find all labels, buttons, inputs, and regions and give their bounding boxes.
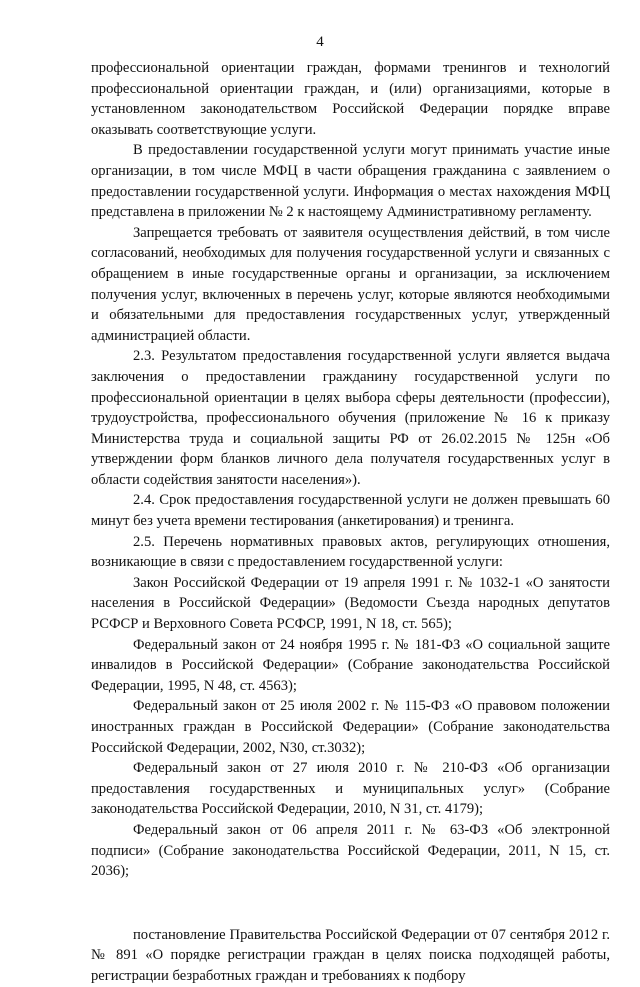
- document-body: [91, 58, 610, 987]
- paragraph-law-115-fz: Федеральный закон от 25 июля 2002 г. № 115-ФЗ «О правовом положении иностранных граждан в Российской Федерации» (Собрание законодательства Российской Федерации, 2002, N30, ст.3032);: [91, 698, 610, 756]
- page-number: 4: [316, 34, 324, 50]
- paragraph-prohibition: Запрещается требовать от заявителя осуществления действий, в том числе согласований, необходимых для получения государственной услуги и связанных с обращением в иные государственные органы и организации, за исключением получения услуг, включенных в перечень услуг, которые являются необходимыми и обязательными для предоставления государственных услуг, утвержденный администрацией области.: [91, 224, 610, 344]
- paragraph-law-1032-1: Закон Российской Федерации от 19 апреля 1991 г. № 1032-1 «О занятости населения в Российской Федерации» (Ведомости Съезда народных депутатов РСФСР и Верховного Совета РСФСР, 1991, N 18, ст. 565);: [91, 574, 610, 633]
- paragraph-law-210-fz: Федеральный закон от 27 июля 2010 г. № 210-ФЗ «Об организации предоставления государственных и муниципальных услуг» (Собрание законодательства Российской Федерации, 2010, N 31, ст. 4179);: [91, 760, 610, 818]
- paragraph-law-181-fz: Федеральный закон от 24 ноября 1995 г. № 181-ФЗ «О социальной защите инвалидов в Российской Федерации» (Собрание законодательства Российской Федерации, 1995, N 48, ст. 4563);: [91, 636, 610, 694]
- paragraph-section-2-3: 2.3. Результатом предоставления государственной услуги является выдача заключения о предоставлении гражданину государственной услуги по профессиональной ориентации в целях выбора сферы деятельности (профессии), трудоустройства, профессионального обучения (приложение № 16 к приказу Министерства труда и социальной защиты РФ от 26.02.2015 № 125н «Об утверждении форм бланков личного дела получателя государственных услуг в области содействия занятости населения»).: [91, 348, 610, 488]
- paragraph-other-organizations: В предоставлении государственной услуги могут принимать участие иные организации, в том числе МФЦ в части обращения гражданина с заявлением о предоставлении государственной услуги. Информация о местах нахождения МФЦ представлена в приложении № 2 к настоящему Административному регламенту.: [91, 142, 610, 221]
- paragraph-continuation: профессиональной ориентации граждан, формами тренингов и технологий профессиональной ориентации граждан, и (или) организациями, которые в установленном законодательством Российской Федерации порядке вправе оказывать соответствующие услуги.: [91, 60, 610, 138]
- paragraph-resolution-891: постановление Правительства Российской Федерации от 07 сентября 2012 г. № 891 «О порядке регистрации граждан в целях поиска подходящей работы, регистрации безработных граждан и требованиях к подбору: [91, 926, 610, 984]
- paragraph-section-2-5: 2.5. Перечень нормативных правовых актов, регулирующих отношения, возникающие в связи с предоставлением государственной услуги:: [91, 533, 610, 571]
- paragraph-section-2-4: 2.4. Срок предоставления государственной услуги не должен превышать 60 минут без учета времени тестирования (анкетирования) и тренинга.: [91, 492, 610, 530]
- paragraph-law-63-fz: Федеральный закон от 06 апреля 2011 г. № 63-ФЗ «Об электронной подписи» (Собрание законодательства Российской Федерации, 2011, N 15, ст. 2036);: [91, 821, 610, 880]
